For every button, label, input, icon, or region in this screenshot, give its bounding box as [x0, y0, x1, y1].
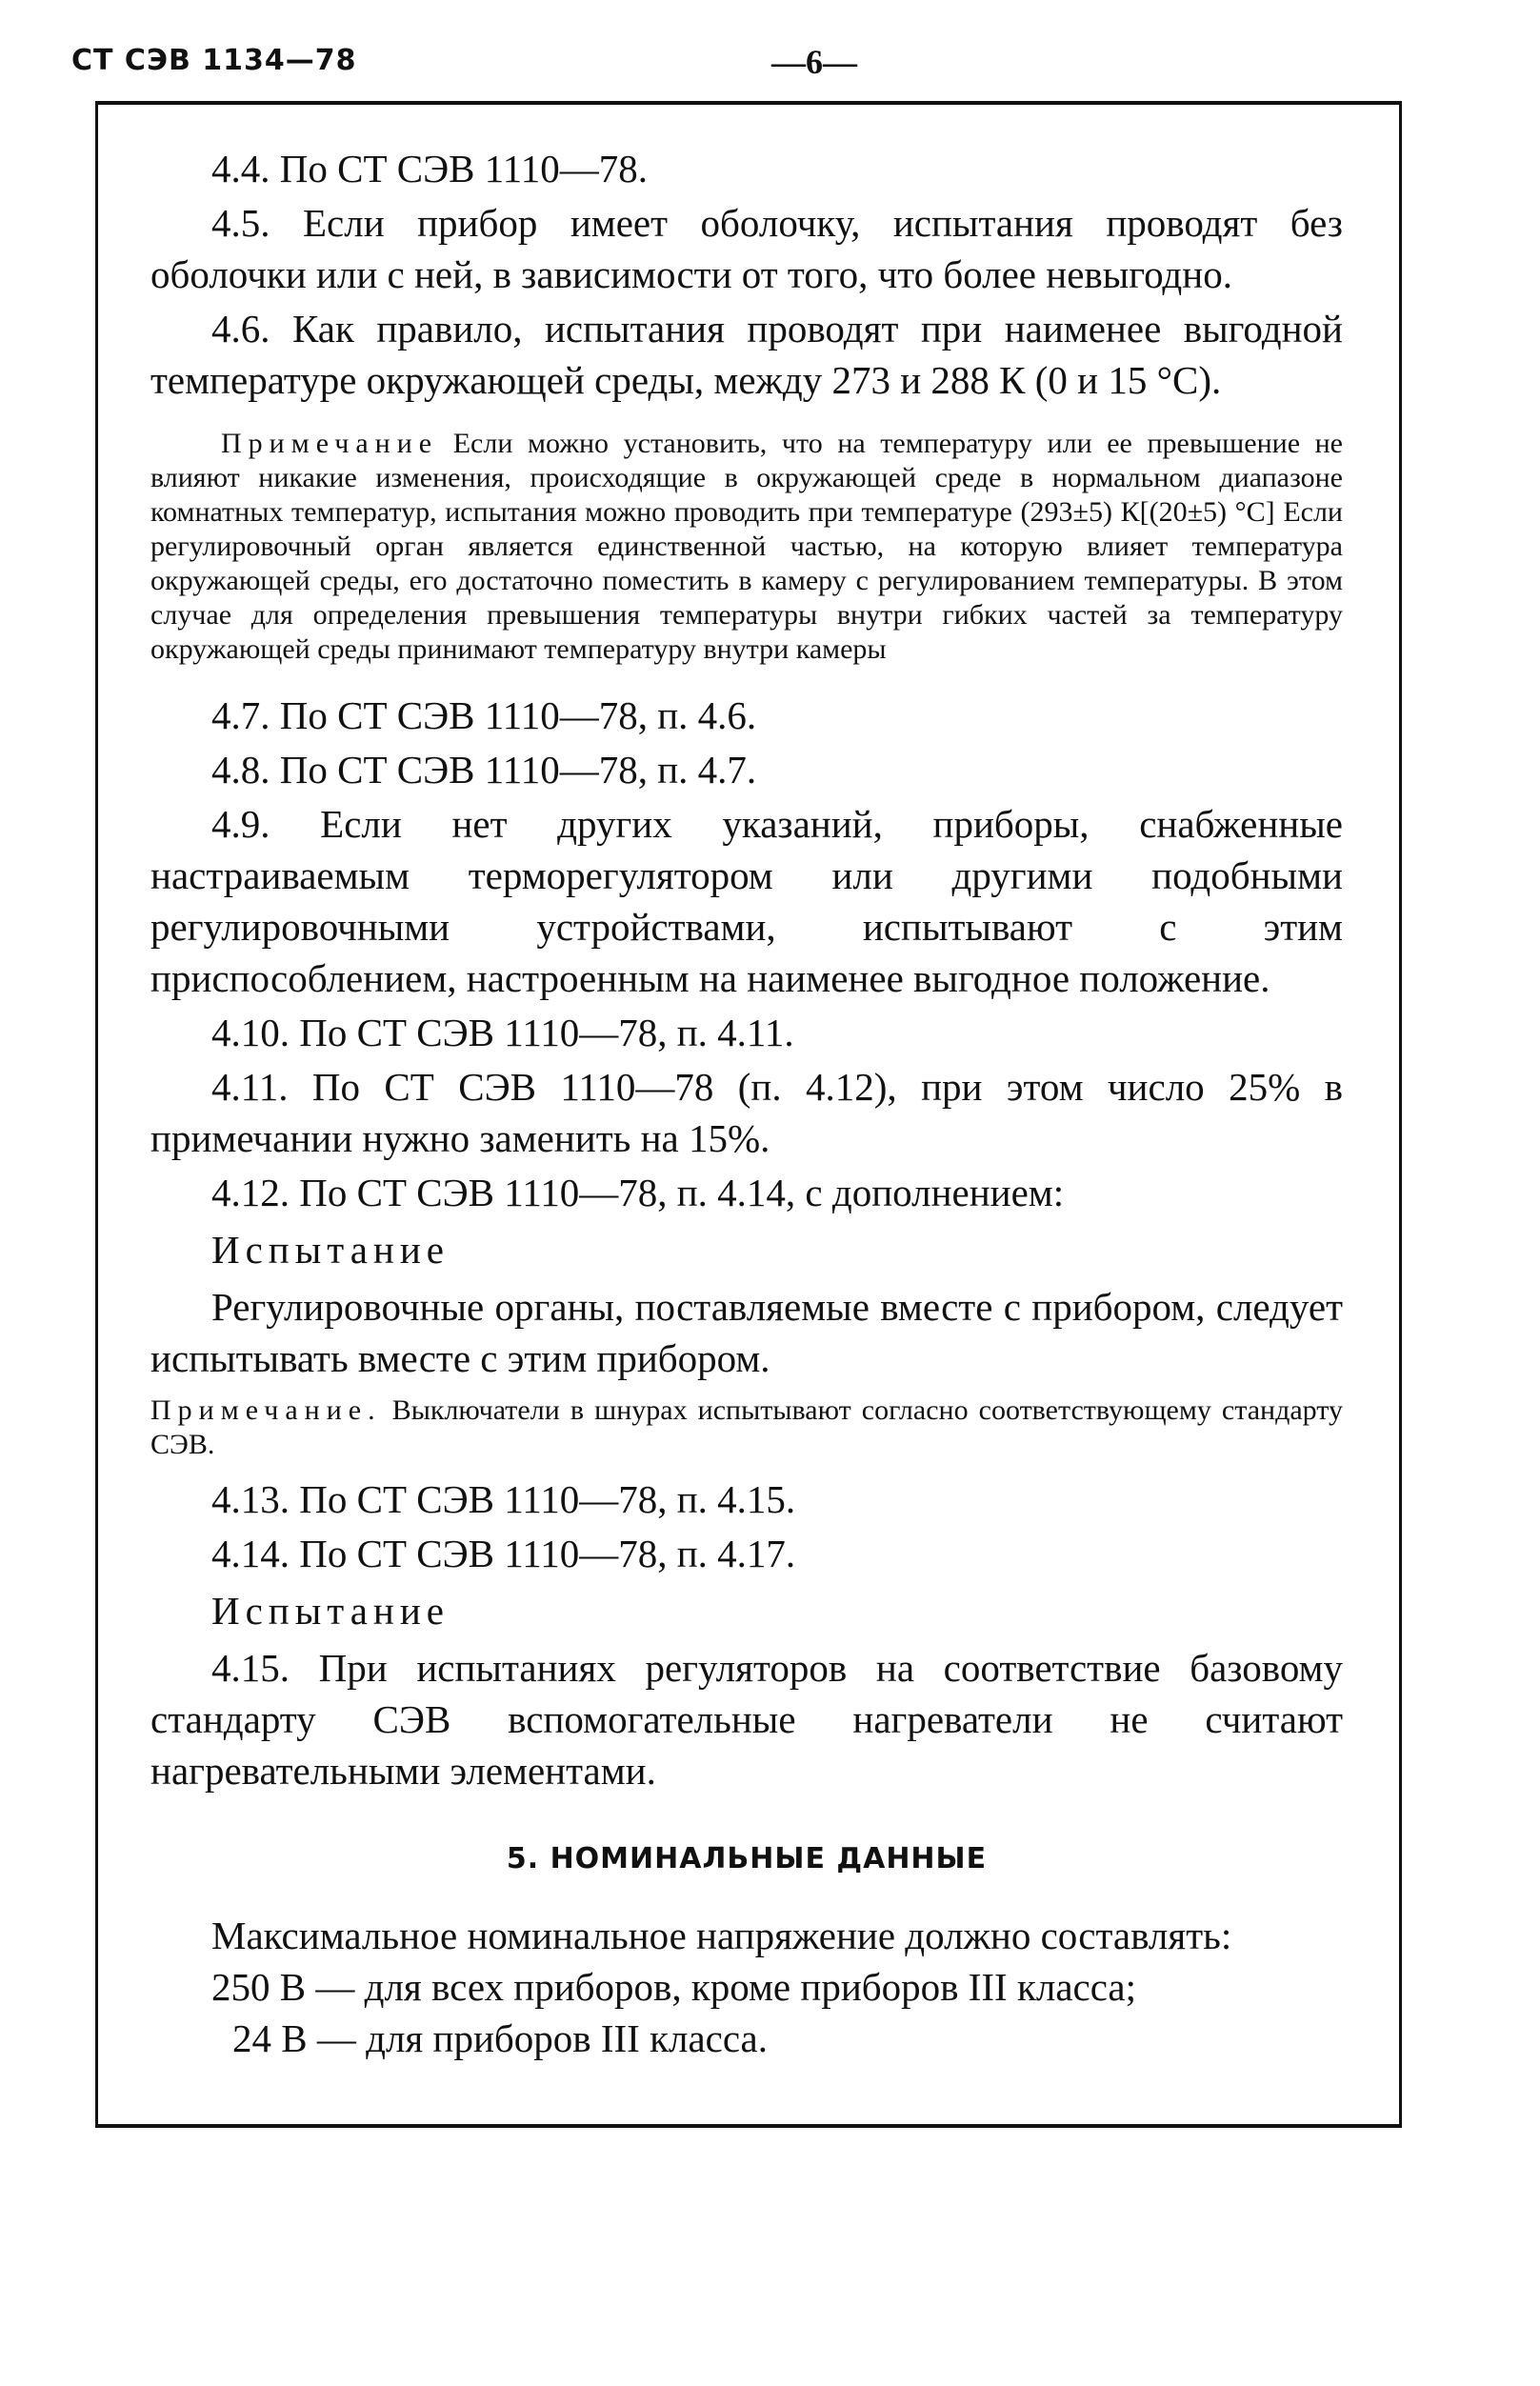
- note-switches: [150, 1394, 1343, 1462]
- section-title: 5. НОМИНАЛЬНЫЕ ДАННЫЕ: [506, 1842, 988, 1875]
- list-item: 24 В — для приборов III класса.: [232, 2016, 769, 2060]
- subheading-test: Испытание: [211, 1228, 450, 1272]
- note-text: Если можно установить, что на температуру или ее превышение не влияют никакие изменения, происходящие в окружающей среде в нормальном диапазоне комнатных температур, испытания можно проводить при температуре (293±5) К[(20±5) °С] Если регулировочный орган является единственной частью, на которую влияет температура окружающей среды, его достаточно поместить в камеру с регулированием температуры. В этом случае для определения превышения температуры внутри гибких частей за температуру окружающей среды принимают температуру внутри камеры: [150, 428, 1343, 665]
- note-temperature: [150, 427, 1343, 667]
- page-content: [150, 143, 1343, 2064]
- page-header: [0, 44, 1540, 91]
- note-text: Выключатели в шнурах испытывают согласно соответствующему стандарту СЭВ.: [150, 1394, 1343, 1460]
- subheading-test: Испытание: [211, 1589, 450, 1633]
- clause-4-4: 4.4. По СТ СЭВ 1110—78.: [211, 147, 648, 190]
- clause-4-15: 4.15. При испытаниях регуляторов на соответствие базовому стандарту СЭВ вспомогательные нагреватели не считают нагревательными элементами.: [150, 1646, 1343, 1793]
- document-code: CT СЭВ 1134—78: [71, 44, 357, 77]
- clause-4-14: 4.14. По СТ СЭВ 1110—78, п. 4.17.: [211, 1532, 796, 1575]
- clause-4-6: 4.6. Как правило, испытания проводят при наименее выгодной температуре окружающей среды, между 273 и 288 К (0 и 15 °С).: [150, 307, 1343, 402]
- list-item: 250 В — для всех приборов, кроме приборов III класса;: [211, 1965, 1137, 2009]
- clause-4-7: 4.7. По СТ СЭВ 1110—78, п. 4.6.: [211, 693, 757, 737]
- page-number: —6—: [771, 43, 857, 81]
- clause-4-11: 4.11. По СТ СЭВ 1110—78 (п. 4.12), при этом число 25% в примечании нужно заменить на 15%.: [150, 1065, 1343, 1160]
- clause-4-5: 4.5. Если прибор имеет оболочку, испытания проводят без оболочки или с ней, в зависимости от того, что более невыгодно.: [150, 201, 1343, 296]
- clause-4-8: 4.8. По СТ СЭВ 1110—78, п. 4.7.: [211, 748, 757, 792]
- paragraph-regulators: Регулировочные органы, поставляемые вместе с прибором, следует испытывать вместе с этим прибором.: [150, 1285, 1343, 1380]
- clause-4-9: 4.9. Если нет других указаний, приборы, снабженные настраиваемым терморегулятором или другими подобными регулировочными устройствами, испытывают с этим приспособлением, настроенным на наименее выгодное положение.: [150, 802, 1343, 1000]
- section-intro: Максимальное номинальное напряжение должно составлять:: [211, 1914, 1232, 1957]
- clause-4-10: 4.10. По СТ СЭВ 1110—78, п. 4.11.: [211, 1011, 794, 1054]
- clause-4-13: 4.13. По СТ СЭВ 1110—78, п. 4.15.: [211, 1477, 796, 1521]
- note-label: Примечание: [221, 428, 439, 459]
- clause-4-12: 4.12. По СТ СЭВ 1110—78, п. 4.14, с дополнением:: [211, 1171, 1065, 1214]
- note-label: Примечание.: [150, 1394, 382, 1426]
